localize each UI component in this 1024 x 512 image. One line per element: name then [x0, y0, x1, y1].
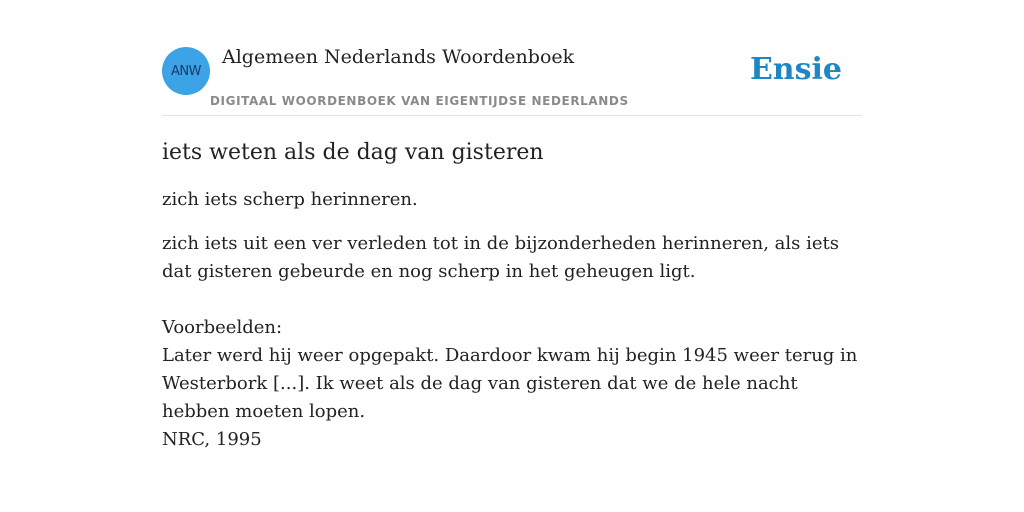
examples-section	[162, 314, 862, 454]
site-subtitle: DIGITAAL WOORDENBOEK VAN EIGENTIJDSE NEDERLANDS	[210, 94, 629, 108]
examples-label: Voorbeelden:	[162, 317, 283, 338]
example-source: NRC, 1995	[162, 429, 262, 450]
site-header	[162, 40, 862, 116]
long-definition: zich iets uit een ver verleden tot in de bijzonderheden herinneren, als iets dat gisteren gebeurde en nog scherp in het geheugen ligt.	[162, 233, 839, 282]
example-text: Later werd hij weer opgepakt. Daardoor kwam hij begin 1945 weer terug in Westerbork [...]. Ik weet als de dag van gisteren dat we de hele nacht hebben moeten lopen.	[162, 345, 858, 422]
entry-card	[162, 40, 862, 454]
short-definition: zich iets scherp herinneren.	[162, 189, 418, 210]
ensie-brand-logo[interactable]: Ensie	[749, 52, 842, 87]
site-title[interactable]: Algemeen Nederlands Woordenboek	[222, 46, 575, 68]
entry-title: iets weten als de dag van gisteren	[162, 140, 544, 165]
anw-logo[interactable]	[162, 47, 210, 95]
anw-logo-text: ANW	[171, 63, 201, 79]
